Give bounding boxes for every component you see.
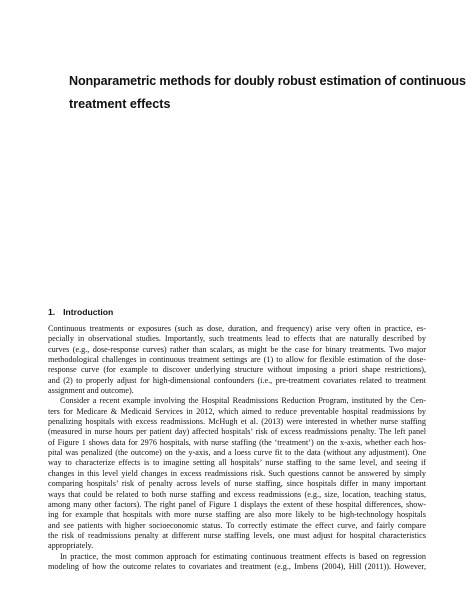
text-line: ters for Medicare & Medicaid Services in 2012, which aimed to reduce preventable hospital readmissions by <box>48 406 426 416</box>
section-number: 1. <box>48 307 56 317</box>
text-line: pital was penalized (the outcome) on the y-axis, and a loess curve fit to the data (without any adjustment). One <box>48 448 426 458</box>
text-line: modeling of how the outcome relates to covariates and treatment (e.g., Imbens (2004), Hill (2011)). However, <box>48 561 426 571</box>
text-line: Consider a recent example involving the Hospital Readmissions Reduction Program, instituted by the Cen- <box>60 396 426 406</box>
text-line: and see patients with higher socioeconomic status. To correctly estimate the effect curve, and fairly compare <box>48 520 426 530</box>
text-line: ing for example that hospitals with more nurse staffing are also more likely to be high-technology hospitals <box>48 510 426 520</box>
title-line: treatment effects <box>69 97 171 111</box>
paragraph <box>48 396 426 551</box>
title-line: Nonparametric methods for doubly robust estimation of continuous <box>69 74 466 88</box>
paragraph <box>48 324 426 396</box>
text-line: Continuous treatments or exposures (such as dose, duration, and frequency) arise very often in practice, es- <box>48 324 426 333</box>
text-line: appropriately. <box>48 541 94 551</box>
paragraph <box>48 552 426 573</box>
text-line: the risk of readmissions penalty at different nurse staffing levels, one must adjust for hospital characteristics <box>48 530 426 540</box>
text-line: way to characterize effects is to imagine setting all hospitals’ nurse staffing to the same level, and seeing if <box>48 458 426 468</box>
text-line: ways that could be related to both nurse staffing and excess readmissions (e.g., size, location, teaching status, <box>48 489 426 499</box>
text-line: methodological challenges in continuous treatment settings are (1) to allow for flexible estimation of the dose- <box>48 355 426 365</box>
text-line: comparing hospitals’ risk of penalty across levels of nurse staffing, since hospitals differ in many important <box>48 479 426 489</box>
text-line: of Figure 1 shows data for 2976 hospitals, with nurse staffing (the ‘treatment’) on the x-axis, whether each hos- <box>48 437 426 447</box>
text-line: among many other factors). The right panel of Figure 1 displays the extent of these hospital differences, show- <box>48 499 426 509</box>
text-line: pecially in observational studies. Importantly, such treatments lead to effects that are naturally described by <box>48 334 426 344</box>
text-line: penalizing hospitals with excess readmissions. McHugh et al. (2013) were interested in whether nurse staffing <box>48 417 426 427</box>
text-line: In practice, the most common approach for estimating continuous treatment effects is based on regression <box>60 551 426 561</box>
paper-title <box>69 70 466 116</box>
text-line: response curve (for example to discover underlying structure without imposing a priori shape restrictions), <box>48 365 426 375</box>
text-line: (measured in nurse hours per patient day) affected hospitals’ risk of excess readmissions penalty. The left panel <box>48 427 426 437</box>
text-line: assignment and outcome). <box>48 386 134 396</box>
section-heading <box>48 307 113 318</box>
text-line: curves (e.g., dose-response curves) rather than scalars, as might be the case for binary treatments. Two major <box>48 344 426 354</box>
section-title: Introduction <box>63 307 114 317</box>
text-line: changes in this level yield changes in excess readmissions risk. Such questions cannot be answered by simply <box>48 468 426 478</box>
body-text <box>48 324 426 572</box>
text-line: and (2) to properly adjust for high-dimensional confounders (i.e., pre-treatment covariates related to treatment <box>48 375 426 385</box>
